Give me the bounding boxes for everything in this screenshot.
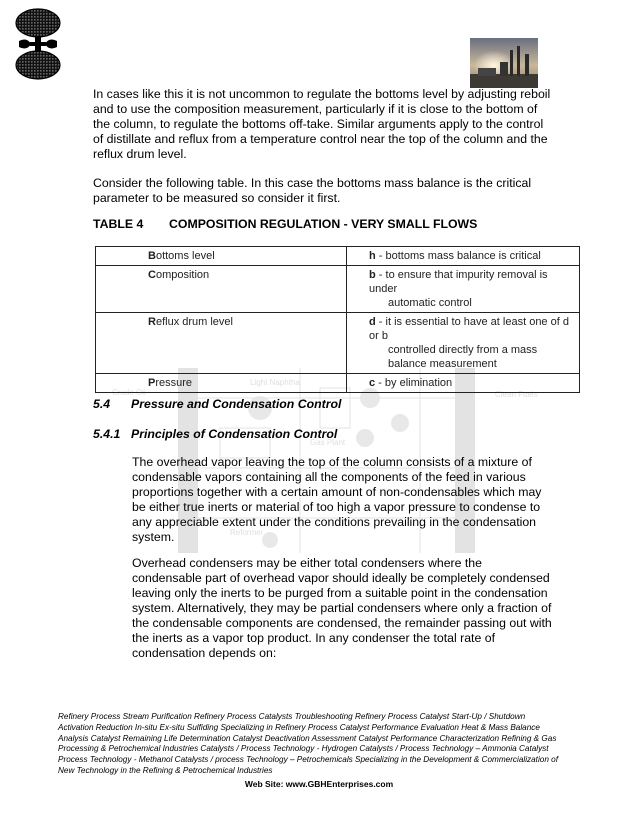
table-cell-parameter: Pressure	[96, 374, 347, 393]
table-row	[96, 247, 580, 266]
table-row	[96, 266, 580, 313]
table-cell-parameter: Bottoms level	[96, 247, 347, 266]
table-cell-reason: c - by elimination	[347, 374, 580, 393]
table-number: TABLE 4	[93, 217, 144, 231]
paragraph-4: Overhead condensers may be either total condensers where the condensable part of overhead vapor should ideally be completely condensed leaving only the inerts to be purged from a suitable point in the condensation system. Alternatively, they may be partial condensers where only a fraction of the condensable components are condensed, the remainder passing out with the inerts as a vapor top product. In any condenser the total rate of condensation depends on:	[132, 556, 552, 660]
watermark-mid3-label: Reformer	[230, 528, 264, 537]
table-row	[96, 374, 580, 393]
section-heading-5-4-1: 5.4.1 Principles of Condensation Control	[93, 427, 338, 441]
table-title	[93, 217, 477, 231]
watermark-right-label: Clean Fuels	[495, 390, 538, 399]
composition-table	[95, 246, 580, 393]
table-cell-parameter: Reflux drum level	[96, 313, 347, 374]
paragraph-2: Consider the following table. In this case the bottoms mass balance is the critical parameter to be measured so consider it first.	[93, 176, 532, 205]
website-link[interactable]: Web Site: www.GBHEnterprises.com	[244, 779, 394, 789]
refinery-photo	[470, 38, 538, 88]
footer-text: Refinery Process Stream Purification Refinery Process Catalysts Troubleshooting Refinery Process Catalyst Start-Up / Shutdown Activation Reduction In-situ Ex-situ Sulfiding Specializing in Refinery Process Catalyst Performance Evaluation Heat & Mass Balance Analysis Catalyst Remaining Life Determination Catalyst Deactivation Assessment Catalyst Performance Characterization Refining & Gas Processing & Petrochemical Industries Catalysts / Process Technology - Hydrogen Catalysts / Process Technology – Ammonia Catalyst Process Technology - Methanol Catalysts / process Technology – Petrochemicals Specializing in the Development & Commercialization of New Technology in the Refining & Petrochemical Industries	[58, 712, 558, 775]
table-cell-parameter: Composition	[96, 266, 347, 313]
watermark-left-label: Crude Oil	[112, 388, 146, 397]
paragraph-1: In cases like this it is not uncommon to regulate the bottoms level by adjusting reboil and to use the composition measurement, particularly if it is close to the bottom of the column, to regulate the bottoms off-take. Similar arguments apply to the control of distillate and reflux from a temperature control near the top of the column and the reflux drum level.	[93, 87, 551, 161]
table-cell-reason: d - it is essential to have at least one of d or b controlled directly from a mass balance measurement	[347, 313, 580, 374]
table-cell-reason: h - bottoms mass balance is critical	[347, 247, 580, 266]
table-row	[96, 313, 580, 374]
company-logo-icon	[13, 7, 63, 81]
section-heading-5-4: 5.4 Pressure and Condensation Control	[93, 397, 342, 411]
paragraph-3: The overhead vapor leaving the top of the column consists of a mixture of condensable vapors containing all the components of the feed in various proportions together with a certain amount of non-condensables which may be either true inerts or material of too high a vapor pressure to condense to any appreciable extent under the conditions prevailing in the condensation system.	[132, 455, 542, 544]
watermark-mid1-label: Light Naphtha	[250, 378, 300, 387]
table-cell-reason: b - to ensure that impurity removal is under automatic control	[347, 266, 580, 313]
watermark-mid2-label: Gas Plant	[310, 438, 346, 447]
table-title-text: COMPOSITION REGULATION - VERY SMALL FLOWS	[169, 217, 478, 231]
